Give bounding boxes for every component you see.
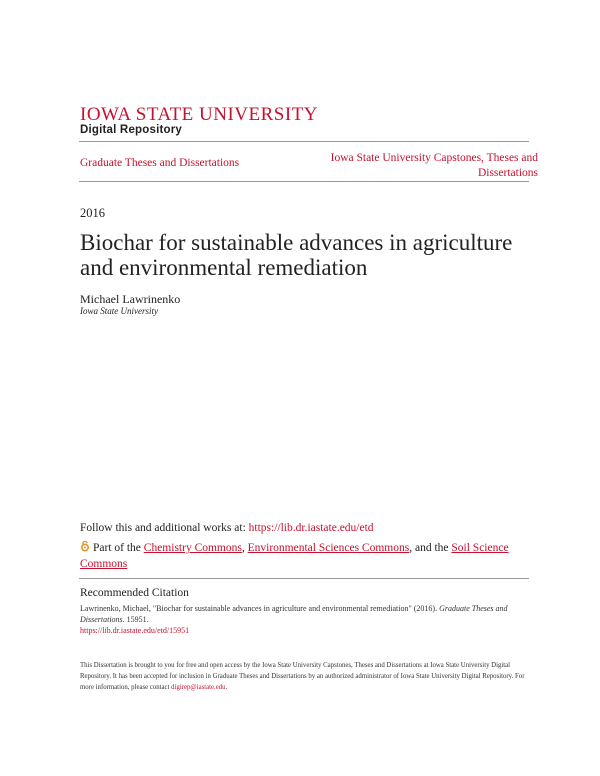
- footer-notice: [80, 660, 530, 693]
- document-title: Biochar for sustainable advances in agriculture and environmental remediation: [80, 230, 513, 280]
- contact-email-link[interactable]: digirep@iastate.edu: [171, 684, 226, 691]
- citation-text: [80, 603, 530, 636]
- footer-text: This Dissertation is brought to you for free and open access by the Iowa State University Capstones, Theses and Dissertations at Iowa State University Digital Repository. It has been accepted for inclusion in Graduate Theses and Dissertations by an authorized administrator of Iowa State University Digital Repository. For more information, please contact: [80, 662, 525, 691]
- header-divider: [79, 141, 529, 142]
- citation-divider: [79, 578, 529, 579]
- citation-number: . 15951.: [122, 615, 149, 624]
- follow-text: Follow this and additional works at:: [80, 522, 249, 534]
- nav-divider: [79, 181, 529, 182]
- environmental-sciences-commons-link[interactable]: Environmental Sciences Commons: [247, 542, 410, 554]
- university-logo[interactable]: IOWA STATE UNIVERSITY: [80, 104, 319, 125]
- part-of-line: [80, 540, 520, 572]
- soil-science-commons-link[interactable]: Soil Science Commons: [80, 542, 509, 570]
- author-affiliation: Iowa State University: [80, 306, 158, 316]
- part-of-mid: , and the: [409, 542, 452, 554]
- footer-end: .: [225, 684, 228, 691]
- capstones-theses-link[interactable]: Iowa State University Capstones, Theses and Dissertations: [330, 152, 538, 179]
- recommended-citation-heading: Recommended Citation: [80, 587, 189, 599]
- citation-url-link[interactable]: https://lib.dr.iastate.edu/etd/15951: [80, 626, 190, 635]
- publication-year: 2016: [80, 206, 105, 220]
- graduate-theses-link[interactable]: Graduate Theses and Dissertations: [80, 157, 240, 169]
- open-access-icon: [80, 541, 90, 552]
- follow-line: [80, 522, 374, 534]
- part-of-sep: ,: [241, 542, 248, 554]
- citation-body: Lawrinenko, Michael, "Biochar for sustainable advances in agriculture and environmental remediation" (2016).: [80, 604, 440, 613]
- part-of-prefix: Part of the: [93, 542, 144, 554]
- author-name: Michael Lawrinenko: [80, 292, 181, 306]
- citation-series: Graduate Theses and Dissertations: [80, 604, 508, 624]
- digital-repository-label: Digital Repository: [80, 124, 183, 136]
- chemistry-commons-link[interactable]: Chemistry Commons: [143, 542, 242, 554]
- etd-url-link[interactable]: https://lib.dr.iastate.edu/etd: [248, 522, 374, 534]
